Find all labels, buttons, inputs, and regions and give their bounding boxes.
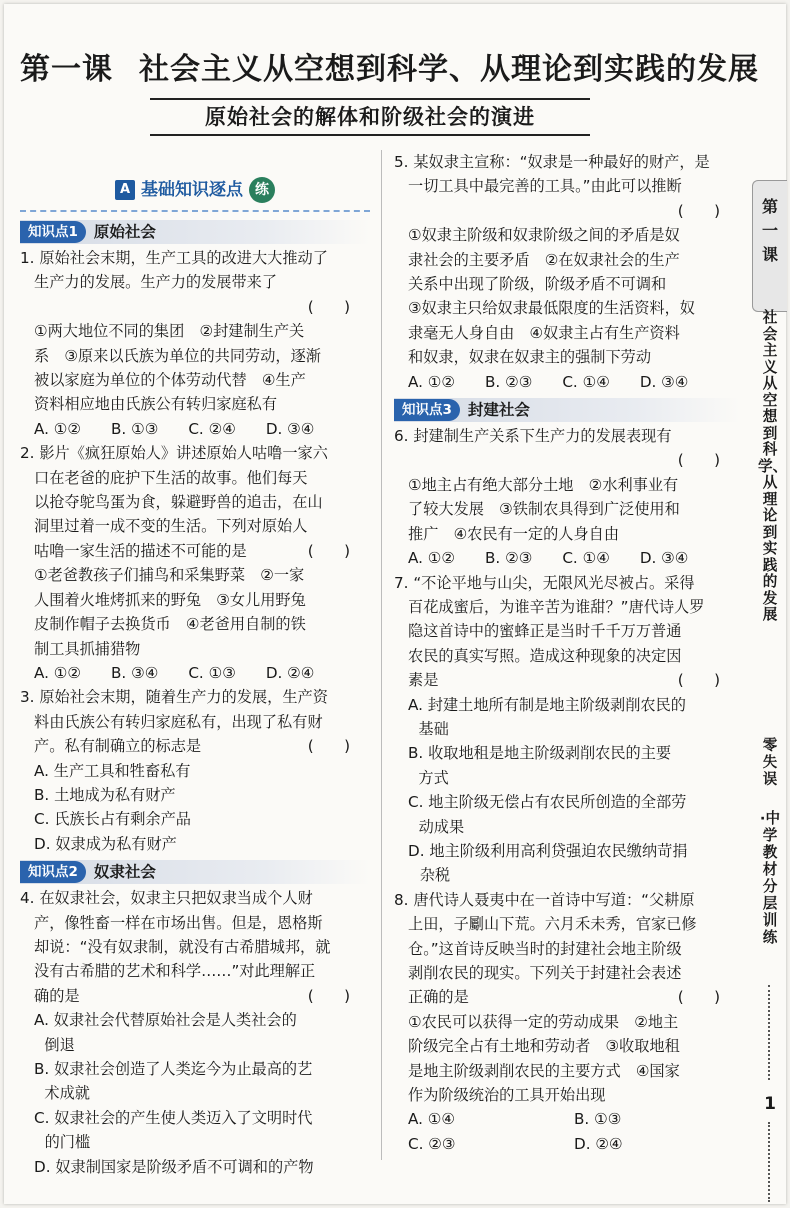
option-c[interactable]: C. ②④ xyxy=(188,419,236,438)
question-item: 关系中出现了阶级，阶级矛盾不可调和 xyxy=(408,275,667,294)
answer-paren: ( ) xyxy=(677,671,720,690)
knowledge-point-2 xyxy=(20,860,370,884)
option-b[interactable]: B. ②③ xyxy=(485,549,533,568)
question-stem: 5. 某奴隶主宣称：“奴隶是一种最好的财产，是 xyxy=(394,153,710,171)
option-text: B. 奴隶社会创造了人类迄今为止最高的艺 xyxy=(34,1060,313,1078)
question-stem: 1. 原始社会末期，生产工具的改进大大推动了 xyxy=(20,249,328,267)
question-item: ①老爸教孩子们捕鸟和采集野菜 ②一家 xyxy=(34,566,305,585)
side-lesson-char: 课 xyxy=(761,245,778,264)
option-d[interactable] xyxy=(394,839,740,863)
answer-paren: ( ) xyxy=(677,988,720,1007)
option-b[interactable]: B. ③④ xyxy=(111,663,159,682)
option-row xyxy=(20,661,370,685)
answer-paren: ( ) xyxy=(307,541,350,560)
question-item: 是地主阶级剥削农民的主要方式 ④国家 xyxy=(408,1061,680,1080)
option-c[interactable] xyxy=(394,790,740,814)
option-d[interactable] xyxy=(20,1155,370,1179)
lesson-label: 第一课 xyxy=(20,52,113,87)
question-3 xyxy=(20,685,370,856)
option-a[interactable]: A. 生产工具和牲畜私有 xyxy=(34,761,191,780)
question-stem: 素是 xyxy=(408,671,439,690)
option-c-cont xyxy=(394,815,740,839)
question-item: 皮制作帽子去换货币 ④老爸用自制的铁 xyxy=(34,615,306,634)
option-d[interactable]: D. ③④ xyxy=(639,549,689,568)
knowledge-point-1 xyxy=(20,220,370,244)
page-title xyxy=(20,44,760,88)
question-8 xyxy=(394,888,740,1156)
option-c[interactable]: C. ②③ xyxy=(408,1134,456,1153)
question-item: 隶社会的主要矛盾 ②在奴隶社会的生产 xyxy=(408,250,680,269)
option-a-cont xyxy=(394,717,740,741)
question-stem: 隐这首诗中的蜜蜂正是当时千千万万普通 xyxy=(408,622,682,641)
question-item: 作为阶级统治的工具开始出现 xyxy=(408,1086,606,1105)
option-c[interactable]: C. ①④ xyxy=(562,549,610,568)
option-text: 方式 xyxy=(418,768,449,787)
option-d[interactable]: D. ③④ xyxy=(639,372,689,391)
page-subtitle: 原始社会的解体和阶级社会的演进 xyxy=(205,105,535,129)
brand-logo: 零失误 xyxy=(762,738,778,788)
option-b-cont xyxy=(394,766,740,790)
series-name: ·中学教材分层训练 xyxy=(759,810,781,946)
option-a[interactable]: A. ①② xyxy=(408,549,456,568)
answer-paren: ( ) xyxy=(677,201,720,220)
question-4 xyxy=(20,886,370,1179)
option-text: 杂税 xyxy=(419,866,451,885)
question-item: 人围着火堆烤抓来的野兔 ③女儿用野兔 xyxy=(34,590,306,609)
option-b-cont xyxy=(20,1081,370,1105)
option-d-cont xyxy=(394,863,740,887)
subtitle-box xyxy=(150,98,590,136)
option-text: 动成果 xyxy=(418,817,465,836)
option-row xyxy=(394,1132,740,1156)
option-a[interactable]: A. ①② xyxy=(408,372,456,391)
option-c[interactable] xyxy=(20,1106,370,1130)
knowledge-point-3 xyxy=(394,398,740,422)
side-lesson-tab xyxy=(752,180,787,312)
option-d[interactable]: D. 奴隶成为私有财产 xyxy=(34,834,177,853)
option-text: 倒退 xyxy=(44,1035,75,1054)
section-header xyxy=(20,170,370,212)
side-lesson-label xyxy=(757,195,783,267)
option-d[interactable]: D. ③④ xyxy=(265,419,315,438)
option-b[interactable]: B. ①③ xyxy=(111,419,159,438)
right-column xyxy=(394,150,740,1156)
question-stem: 却说：“没有奴隶制，就没有古希腊城邦，就 xyxy=(34,937,331,956)
side-dots-decoration xyxy=(768,985,774,1080)
option-c[interactable]: C. 氏族长占有剩余产品 xyxy=(34,810,191,829)
side-title: 社会主义从空想到科学、从理论到实践的发展 xyxy=(758,309,788,623)
kp-name: 奴隶社会 xyxy=(93,862,156,881)
option-a[interactable]: A. ①② xyxy=(34,663,82,682)
side-dots-decoration xyxy=(768,1122,774,1202)
question-item: 阶级完全占有土地和劳动者 ③收取地租 xyxy=(408,1037,680,1056)
question-stem: 口在老爸的庇护下生活的故事。他们每天 xyxy=(34,468,308,487)
question-stem: 一切工具中最完善的工具。”由此可以推断 xyxy=(408,177,682,196)
answer-paren: ( ) xyxy=(677,451,720,470)
left-column xyxy=(20,150,370,1179)
question-stem: 咕噜一家生活的描述不可能的是 xyxy=(34,541,247,560)
question-stem: 没有古希腊的艺术和科学……”对此理解正 xyxy=(34,962,316,981)
option-text: A. 封建土地所有制是地主阶级剥削农民的 xyxy=(408,695,686,714)
question-item: ①农民可以获得一定的劳动成果 ②地主 xyxy=(408,1012,679,1031)
option-b[interactable] xyxy=(20,1057,370,1081)
column-divider xyxy=(381,150,382,1160)
question-stem: 确的是 xyxy=(34,986,80,1005)
answer-paren: ( ) xyxy=(307,986,350,1005)
question-stem: 生产力的发展。生产力的发展带来了 xyxy=(34,273,277,292)
question-stem: 上田，子劚山下荒。六月禾未秀，官家已修 xyxy=(408,915,697,934)
question-5 xyxy=(394,150,740,394)
option-a[interactable]: A. ①② xyxy=(34,419,82,438)
question-6 xyxy=(394,424,740,570)
side-lesson-char: 第 xyxy=(761,197,778,216)
lesson-title: 社会主义从空想到科学、从理论到实践的发展 xyxy=(139,52,759,87)
question-7 xyxy=(394,571,740,888)
question-stem: 2. 影片《疯狂原始人》讲述原始人咕噜一家六 xyxy=(20,444,328,463)
option-text: A. 奴隶社会代替原始社会是人类社会的 xyxy=(34,1011,297,1030)
option-b[interactable]: B. ①③ xyxy=(574,1110,622,1129)
question-item: ①奴隶主阶级和奴隶阶级之间的矛盾是奴 xyxy=(408,226,680,245)
question-stem: 7. “不论平地与山尖，无限风光尽被占。采得 xyxy=(394,573,695,592)
option-text: C. 地主阶级无偿占有农民所创造的全部劳 xyxy=(408,793,687,812)
option-text: D. 奴隶制国家是阶级矛盾不可调和的产物 xyxy=(34,1157,314,1176)
page-number: 1 xyxy=(764,1094,776,1114)
question-item: 和奴隶，奴隶在奴隶主的强制下劳动 xyxy=(408,348,651,367)
question-item: 资料相应地由氏族公有转归家庭私有 xyxy=(34,395,277,414)
question-stem: 剥削农民的现实。下列关于封建社会表述 xyxy=(408,964,682,982)
option-text: D. 地主阶级利用高利贷强迫农民缴纳苛捐 xyxy=(408,841,688,860)
question-stem: 产，像牲畜一样在市场出售。但是，恩格斯 xyxy=(34,913,323,932)
question-stem: 以抢夺鸵鸟蛋为食，躲避野兽的追击，在山 xyxy=(34,493,323,512)
option-text: 的门槛 xyxy=(44,1133,91,1152)
kp-name: 封建社会 xyxy=(467,400,530,419)
question-item: 推广 ④农民有一定的人身自由 xyxy=(408,524,620,543)
question-item: ①地主占有绝大部分土地 ②水利事业有 xyxy=(408,475,679,494)
option-a[interactable]: A. ①④ xyxy=(408,1110,456,1129)
option-text: 基础 xyxy=(418,719,449,738)
question-stem: 农民的真实写照。造成这种现象的决定因 xyxy=(408,646,682,665)
option-row xyxy=(394,370,740,394)
option-c-cont xyxy=(20,1130,370,1154)
question-stem: 料由氏族公有转归家庭私有，出现了私有财 xyxy=(34,712,323,731)
question-item: 被以家庭为单位的个体劳动代替 ④生产 xyxy=(34,371,306,390)
question-stem: 正确的是 xyxy=(408,988,469,1007)
question-stem: 百花成蜜后，为谁辛苦为谁甜？”唐代诗人罗 xyxy=(408,597,705,616)
question-item: ①两大地位不同的集团 ②封建制生产关 xyxy=(34,322,305,341)
option-row xyxy=(394,546,740,570)
option-text: 术成就 xyxy=(44,1084,90,1103)
question-item: 系 ③原来以氏族为单位的共同劳动，逐渐 xyxy=(34,346,321,365)
question-item: 制工具抓捕猎物 xyxy=(34,639,141,658)
option-b[interactable]: B. ②③ xyxy=(485,372,533,391)
answer-paren: ( ) xyxy=(307,297,350,316)
option-c[interactable]: C. ①③ xyxy=(188,663,236,682)
kp-name: 原始社会 xyxy=(93,222,156,241)
question-1 xyxy=(20,246,370,441)
option-a-cont xyxy=(20,1033,370,1057)
option-c[interactable]: C. ①④ xyxy=(562,372,610,391)
question-stem: 4. 在奴隶社会，奴隶主只把奴隶当成个人财 xyxy=(20,889,313,908)
option-row xyxy=(20,417,370,441)
question-item: ③奴隶主只给奴隶最低限度的生活资料，奴 xyxy=(408,299,695,318)
option-a[interactable] xyxy=(20,1008,370,1032)
kp-tag: 知识点1 xyxy=(20,221,86,243)
question-item: 了较大发展 ③铁制农具得到广泛使用和 xyxy=(408,500,680,519)
question-stem: 洞里过着一成不变的生活。下列对原始人 xyxy=(34,517,308,536)
side-lesson-char: 一 xyxy=(761,221,778,240)
question-2 xyxy=(20,441,370,685)
option-a[interactable] xyxy=(394,693,740,717)
question-stem: 8. 唐代诗人聂夷中在一首诗中写道：“父耕原 xyxy=(394,890,695,909)
kp-tag: 知识点3 xyxy=(394,399,460,421)
option-text: B. 收取地租是地主阶级剥削农民的主要 xyxy=(408,744,672,763)
option-b[interactable] xyxy=(394,741,740,765)
question-item: 隶毫无人身自由 ④奴隶主占有生产资料 xyxy=(408,323,680,342)
question-stem: 产。私有制确立的标志是 xyxy=(34,737,202,756)
section-badge: A xyxy=(115,180,135,200)
kp-tag: 知识点2 xyxy=(20,861,86,883)
option-row xyxy=(394,1107,740,1131)
option-d[interactable]: D. ②④ xyxy=(265,663,315,682)
question-stem: 仓。”这首诗反映当时的封建社会地主阶级 xyxy=(408,939,682,958)
option-b[interactable]: B. 土地成为私有财产 xyxy=(34,785,176,804)
question-stem: 6. 封建制生产关系下生产力的发展表现有 xyxy=(394,427,672,446)
question-stem: 3. 原始社会末期，随着生产力的发展，生产资 xyxy=(20,688,328,707)
option-d[interactable]: D. ②④ xyxy=(574,1134,623,1153)
option-text: C. 奴隶社会的产生使人类迈入了文明时代 xyxy=(34,1108,313,1127)
answer-paren: ( ) xyxy=(307,737,350,756)
section-label: 基础知识逐点 xyxy=(141,179,243,200)
practice-icon: 练 xyxy=(249,177,275,203)
